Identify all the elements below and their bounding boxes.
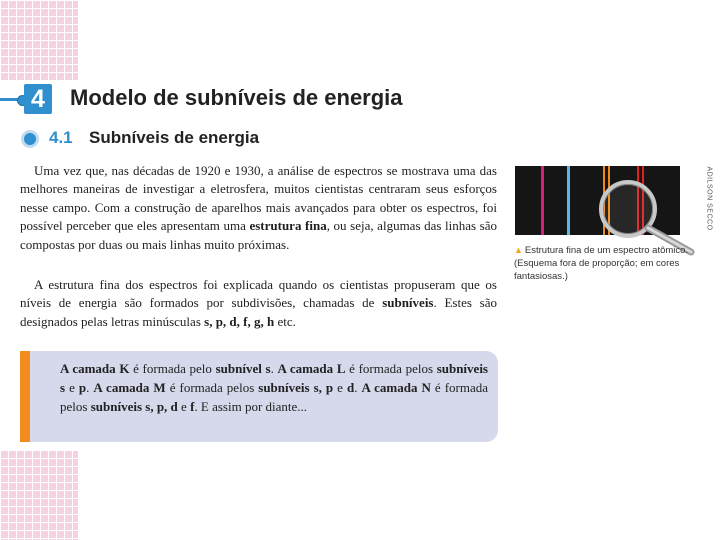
paragraph-sublevels: A estrutura fina dos espectros foi explicada quando os cientistas propuseram que os níveis de energia são formados por subdivisões, chamadas de subníveis. Estes são designados pelas letras minúsculas s, p, d, f, g, h etc. [20, 277, 497, 329]
decorative-grid-top [0, 0, 78, 80]
term-sublevels: subníveis [382, 295, 434, 311]
highlight-box-bar [20, 351, 30, 442]
highlight-box [20, 351, 498, 442]
image-credit: ADILSON SECCO [705, 166, 713, 231]
figure-caption: ▲ Estrutura fina de um espectro atômico. (Esquema fora de proporção; em cores fantasiosas.) [514, 245, 689, 282]
term-fine-structure: estrutura fina [249, 218, 327, 234]
decorative-grid-bottom [0, 450, 78, 540]
caption-triangle-icon: ▲ [514, 245, 523, 255]
highlight-box-text: A camada K é formada pelo subnível s. A camada L é formada pelos subníveis s e p. A camada M é formada pelos subníveis s, p e d. A camada N é formada pelos subníveis s, p, d e f. E assim por diante... [60, 361, 488, 414]
subsection-number: 4.1 [49, 128, 73, 147]
magnifying-glass-icon [601, 182, 691, 252]
sublevel-letters: s, p, d, f, g, h [204, 313, 275, 329]
subsection-bullet-icon [24, 133, 36, 145]
section-title: Modelo de subníveis de energia [70, 85, 403, 110]
spectral-line-magenta [541, 166, 544, 235]
spectral-line-cyan [567, 166, 570, 235]
paragraph-fine-structure: Uma vez que, nas décadas de 1920 e 1930, a análise de espectros se mostrava uma das melhores maneiras de investigar a eletrosfera, muitos cientistas centraram seus esforços nesse campo. Com a construção de aparelhos mais avançados para obter os espectros, foi possível perceber que eles apresentam uma estrutura fina, ou seja, algumas das linhas são compostas por duas ou mais linhas muito próximas. [20, 163, 497, 252]
spectrum-figure [515, 166, 680, 235]
subsection-title: Subníveis de energia [89, 128, 260, 147]
section-number: 4 [24, 84, 52, 114]
